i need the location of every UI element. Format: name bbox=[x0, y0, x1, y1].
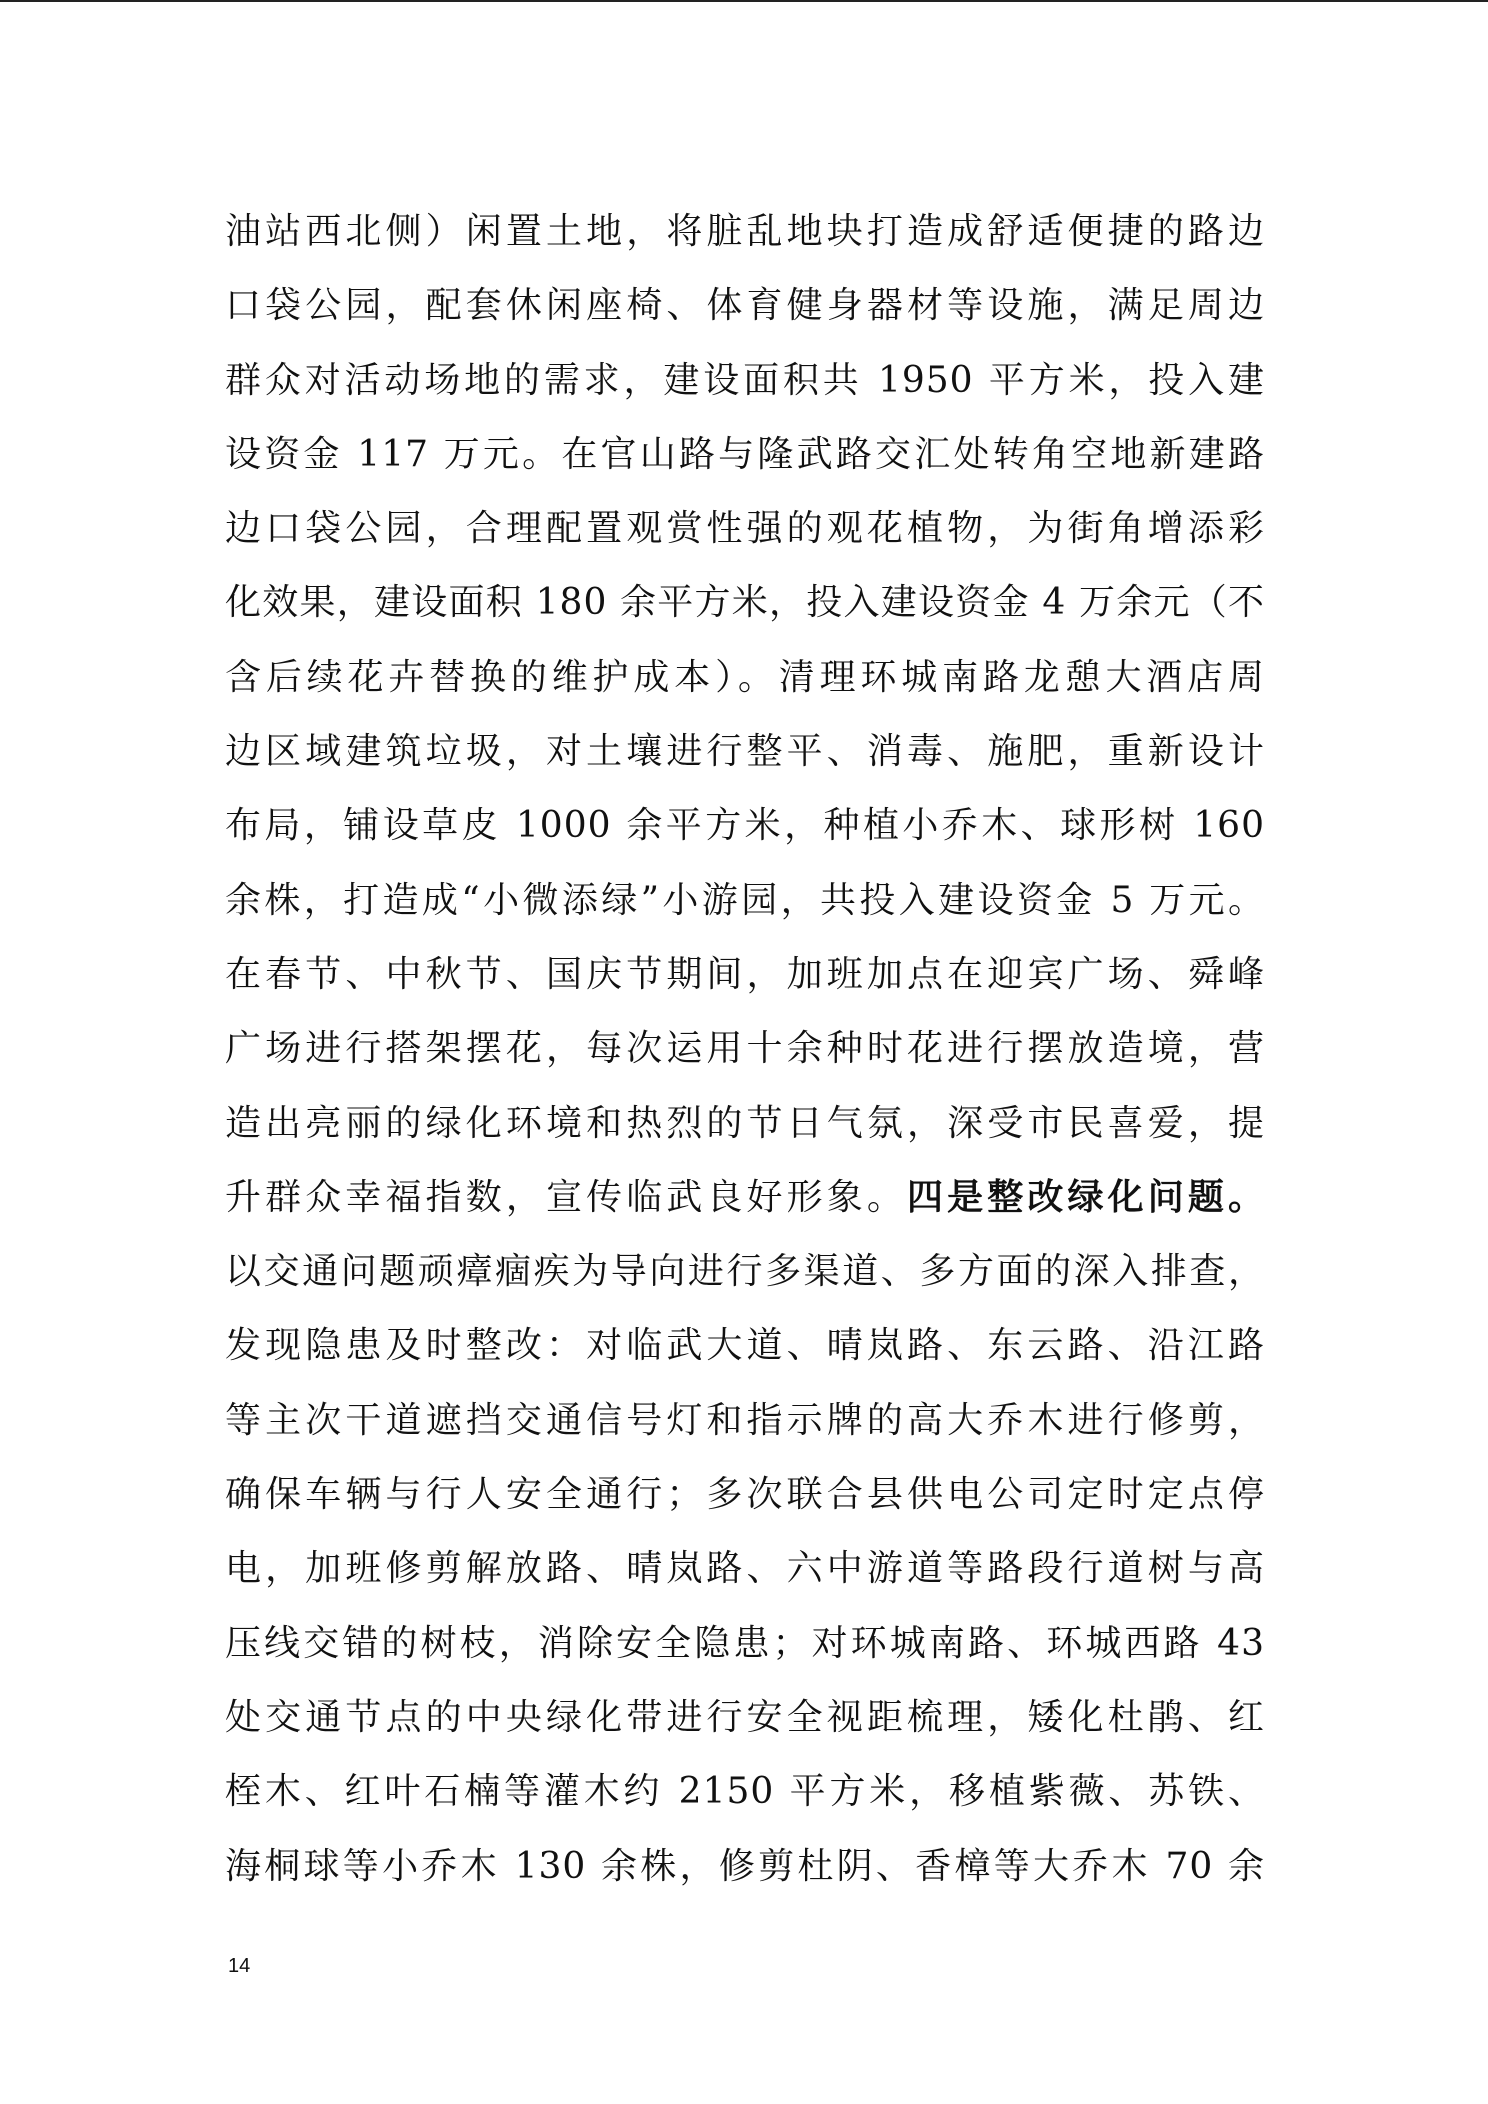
text-line-22: 桎木、红叶石楠等灌木约 2150 平方米，移植紫薇、苏铁、 bbox=[225, 1771, 1265, 1813]
text-line-5: 边口袋公园，合理配置观赏性强的观花植物，为街角增添彩 bbox=[225, 508, 1265, 550]
text-line-16: 发现隐患及时整改：对临武大道、晴岚路、东云路、沿江路 bbox=[225, 1325, 1265, 1367]
text-line-23: 海桐球等小乔木 130 余株，修剪杜阴、香樟等大乔木 70 余 bbox=[225, 1845, 1265, 1887]
top-border-rule bbox=[0, 0, 1488, 2]
text-line-14-plain: 升群众幸福指数，宣传临武良好形象。 bbox=[225, 1176, 908, 1218]
page-number: 14 bbox=[228, 1955, 251, 1977]
text-line-20: 压线交错的树枝，消除安全隐患；对环城南路、环城西路 43 bbox=[225, 1622, 1265, 1664]
text-line-4: 设资金 117 万元。在官山路与隆武路交汇处转角空地新建路 bbox=[225, 433, 1265, 475]
document-body bbox=[225, 195, 1265, 1904]
text-line-13: 造出亮丽的绿化环境和热烈的节日气氛，深受市民喜爱，提 bbox=[225, 1102, 1265, 1144]
text-line-7: 含后续花卉替换的维护成本）。清理环城南路龙憩大酒店周 bbox=[225, 656, 1265, 698]
text-line-3: 群众对活动场地的需求，建设面积共 1950 平方米，投入建 bbox=[225, 359, 1265, 401]
text-line-6: 化效果，建设面积 180 余平方米，投入建设资金 4 万余元（不 bbox=[225, 582, 1265, 624]
text-line-2: 口袋公园，配套休闲座椅、体育健身器材等设施，满足周边 bbox=[225, 285, 1265, 327]
text-line-21: 处交通节点的中央绿化带进行安全视距梳理，矮化杜鹃、红 bbox=[225, 1696, 1265, 1738]
text-line-18: 确保车辆与行人安全通行；多次联合县供电公司定时定点停 bbox=[225, 1474, 1265, 1516]
text-line-11: 在春节、中秋节、国庆节期间，加班加点在迎宾广场、舜峰 bbox=[225, 953, 1265, 995]
text-line-15: 以交通问题顽瘴痼疾为导向进行多渠道、多方面的深入排查， bbox=[225, 1251, 1265, 1293]
text-line-9: 布局，铺设草皮 1000 余平方米，种植小乔木、球形树 160 bbox=[225, 805, 1265, 847]
text-line-17: 等主次干道遮挡交通信号灯和指示牌的高大乔木进行修剪， bbox=[225, 1399, 1265, 1441]
text-line-14 bbox=[225, 1161, 1265, 1235]
text-line-19: 电，加班修剪解放路、晴岚路、六中游道等路段行道树与高 bbox=[225, 1548, 1265, 1590]
section-heading-four: 四是整改绿化问题。 bbox=[907, 1176, 1265, 1218]
text-line-1: 油站西北侧）闲置土地，将脏乱地块打造成舒适便捷的路边 bbox=[225, 211, 1265, 252]
text-line-12: 广场进行搭架摆花，每次运用十余种时花进行摆放造境，营 bbox=[225, 1028, 1265, 1070]
text-line-10: 余株，打造成“小微添绿”小游园，共投入建设资金 5 万元。 bbox=[225, 879, 1265, 921]
text-line-8: 边区域建筑垃圾，对土壤进行整平、消毒、施肥，重新设计 bbox=[225, 731, 1265, 773]
